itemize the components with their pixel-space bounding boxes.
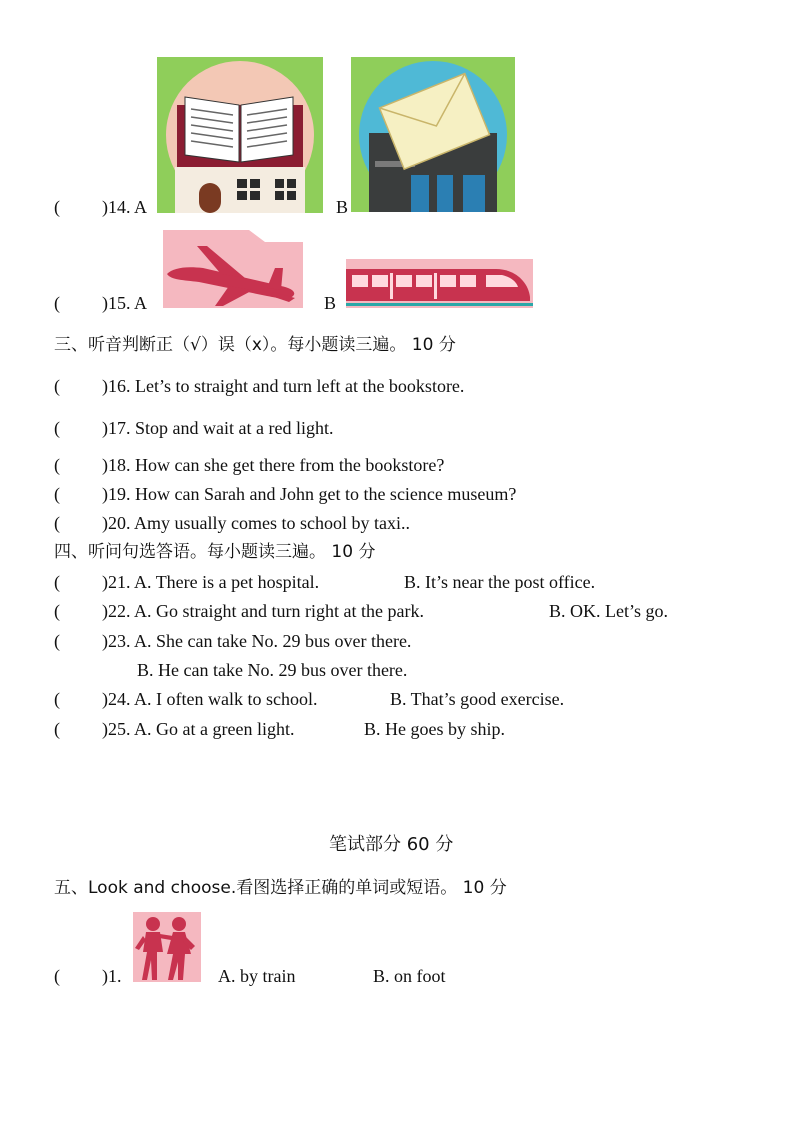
option-b: B. on foot — [373, 966, 446, 986]
option-a-label: A — [134, 293, 148, 313]
post-office-envelope-icon — [351, 57, 515, 212]
option-a: A. by train — [218, 966, 296, 986]
answer-paren: ( — [54, 418, 60, 438]
answer-paren: ( — [54, 513, 60, 533]
question-16: ( )16. Let’s to straight and turn left at the bookstore. — [54, 376, 465, 396]
option-a-label: A — [134, 197, 148, 217]
question-25: ( )25. A. Go at a green light. — [54, 719, 295, 739]
option-b: B. It’s near the post office. — [404, 572, 596, 592]
answer-paren: ( — [54, 966, 60, 986]
question-18: ( )18. How can she get there from the bookstore? — [54, 455, 445, 475]
section-5-title: 五、Look and choose.看图选择正确的单词或短语。 10 分 — [54, 878, 507, 898]
answer-paren: ( — [54, 719, 60, 739]
answer-paren: ( — [54, 572, 60, 592]
option-a: A. There is a pet hospital. — [134, 572, 320, 592]
question-23: ( )23. A. She can take No. 29 bus over there. — [54, 631, 412, 651]
question-15: ( )15. A — [54, 293, 148, 313]
option-b: B. He goes by ship. — [364, 719, 505, 739]
question-21: ( )21. A. There is a pet hospital. — [54, 572, 320, 592]
answer-paren: ( — [54, 631, 60, 651]
answer-paren: ( — [54, 293, 60, 313]
question-19: ( )19. How can Sarah and John get to the science museum? — [54, 484, 517, 504]
question-20: ( )20. Amy usually comes to school by taxi.. — [54, 513, 410, 533]
option-b-label: B — [336, 197, 349, 217]
answer-paren: ( — [54, 689, 60, 709]
library-book-icon — [157, 57, 323, 213]
question-number: 15. — [108, 293, 131, 313]
option-b: B. That’s good exercise. — [390, 689, 565, 709]
section-4-title: 四、听问句选答语。每小题读三遍。 10 分 — [54, 542, 376, 562]
option-b: B. He can take No. 29 bus over there. — [137, 660, 408, 680]
option-b: B. OK. Let’s go. — [549, 601, 668, 621]
question-14: ( )14. A — [54, 197, 148, 217]
answer-paren: ( — [54, 484, 60, 504]
option-a: A. I often walk to school. — [134, 689, 318, 709]
written-part-title: 笔试部分 60 分 — [329, 834, 454, 855]
section-3-title: 三、听音判断正（√）误（x）。每小题读三遍。 10 分 — [54, 335, 456, 355]
option-a: A. Go straight and turn right at the park. — [134, 601, 424, 621]
option-a: A. Go at a green light. — [134, 719, 295, 739]
walking-children-icon — [133, 912, 201, 982]
answer-paren: ( — [54, 376, 60, 396]
question-17: ( )17. Stop and wait at a red light. — [54, 418, 334, 438]
answer-paren: ( — [54, 455, 60, 475]
option-a: A. She can take No. 29 bus over there. — [134, 631, 412, 651]
question-number: 14. — [108, 197, 131, 217]
airplane-icon — [163, 230, 303, 308]
train-icon — [346, 259, 533, 308]
question-24: ( )24. A. I often walk to school. — [54, 689, 318, 709]
question-1: ( )1. — [54, 966, 122, 986]
answer-paren: ( — [54, 197, 60, 217]
option-b-label: B — [324, 293, 337, 313]
answer-paren: ( — [54, 601, 60, 621]
question-22: ( )22. A. Go straight and turn right at the park. — [54, 601, 424, 621]
